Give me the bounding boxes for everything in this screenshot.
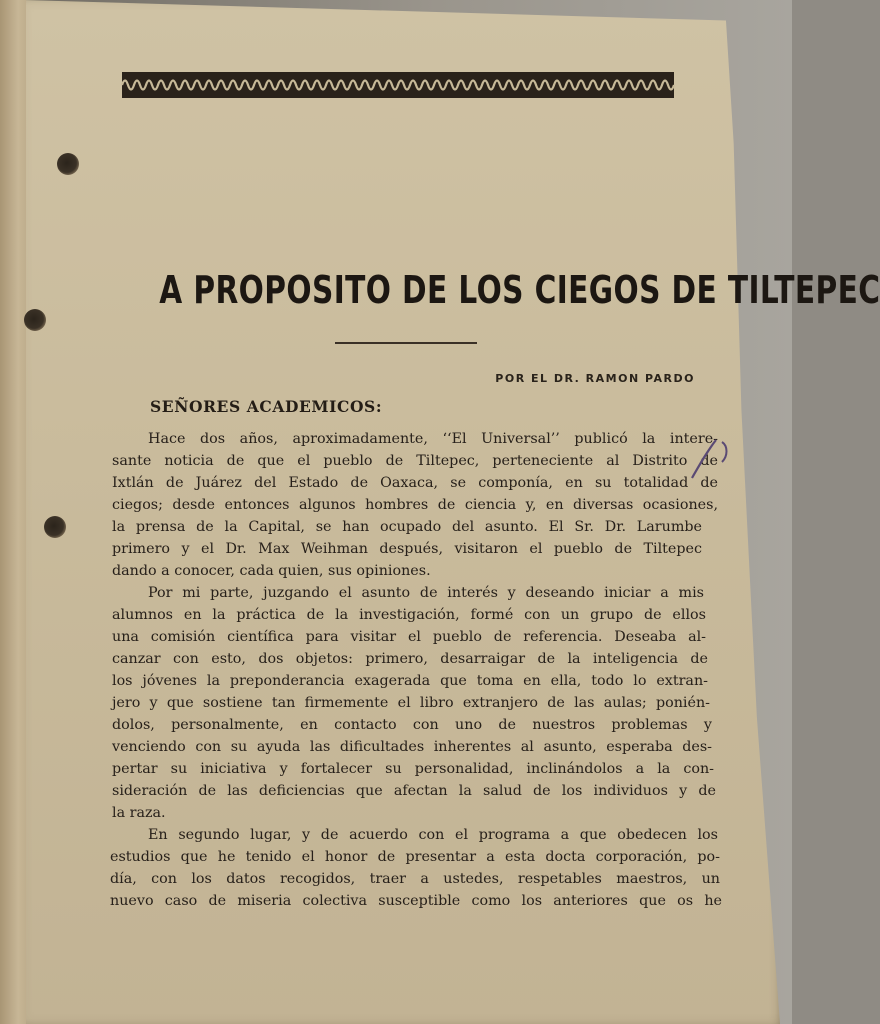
page-title: A PROPOSITO DE LOS CIEGOS DE TILTEPEC — [159, 268, 880, 312]
text-line: día, con los datos recogidos, traer a ustedes, respetables maestros, un — [110, 871, 720, 887]
text-line: En segundo lugar, y de acuerdo con el programa a que obedecen los — [148, 827, 718, 843]
text-line: pertar su iniciativa y fortalecer su personalidad, inclinándolos a la con- — [112, 761, 714, 777]
text-line: Ixtlán de Juárez del Estado de Oaxaca, se componía, en su totalidad de — [112, 475, 718, 491]
text-line: una comisión científica para visitar el pueblo de referencia. Deseaba al- — [112, 629, 706, 645]
text-line: alumnos en la práctica de la investigación, formé con un grupo de ellos — [112, 607, 706, 623]
author-byline: POR EL DR. RAMON PARDO — [495, 372, 695, 385]
text-line: nuevo caso de miseria colectiva susceptible como los anteriores que os he — [110, 893, 722, 909]
text-line: dolos, personalmente, en contacto con uno de nuestros problemas y — [112, 717, 712, 733]
binding-hole-lower — [44, 516, 66, 538]
binding-hole-middle — [24, 309, 46, 331]
text-line: Hace dos años, aproximadamente, ‘‘El Universal’’ publicó la intere- — [148, 431, 718, 447]
text-line: la raza. — [112, 805, 166, 821]
decorative-border — [122, 70, 674, 100]
text-line: los jóvenes la preponderancia exagerada que toma en ella, todo lo extran- — [112, 673, 708, 689]
text-line: Por mi parte, juzgando el asunto de interés y deseando iniciar a mis — [148, 585, 704, 601]
text-line: canzar con esto, dos objetos: primero, desarraigar de la inteligencia de — [112, 651, 708, 667]
text-line: estudios que he tenido el honor de presentar a esta docta corporación, po- — [110, 849, 720, 865]
text-line: sante noticia de que el pueblo de Tiltepec, perteneciente al Distrito de — [112, 453, 718, 469]
salutation: SEÑORES ACADEMICOS: — [150, 397, 383, 416]
text-line: primero y el Dr. Max Weihman después, visitaron el pueblo de Tiltepec — [112, 541, 702, 557]
text-line: venciendo con su ayuda las dificultades inherentes al asunto, esperaba des- — [112, 739, 712, 755]
page-spine — [0, 0, 26, 1024]
handwritten-mark — [686, 434, 736, 484]
text-line: ciegos; desde entonces algunos hombres de ciencia y, en diversas ocasiones, — [112, 497, 718, 513]
text-line: jero y que sostiene tan firmemente el libro extranjero de las aulas; ponién- — [112, 695, 710, 711]
title-divider — [335, 342, 477, 344]
text-line: sideración de las deficiencias que afectan la salud de los individuos y de — [112, 783, 716, 799]
binding-hole-top — [57, 153, 79, 175]
text-line: dando a conocer, cada quien, sus opiniones. — [112, 563, 431, 579]
text-line: la prensa de la Capital, se han ocupado del asunto. El Sr. Dr. Larumbe — [112, 519, 702, 535]
